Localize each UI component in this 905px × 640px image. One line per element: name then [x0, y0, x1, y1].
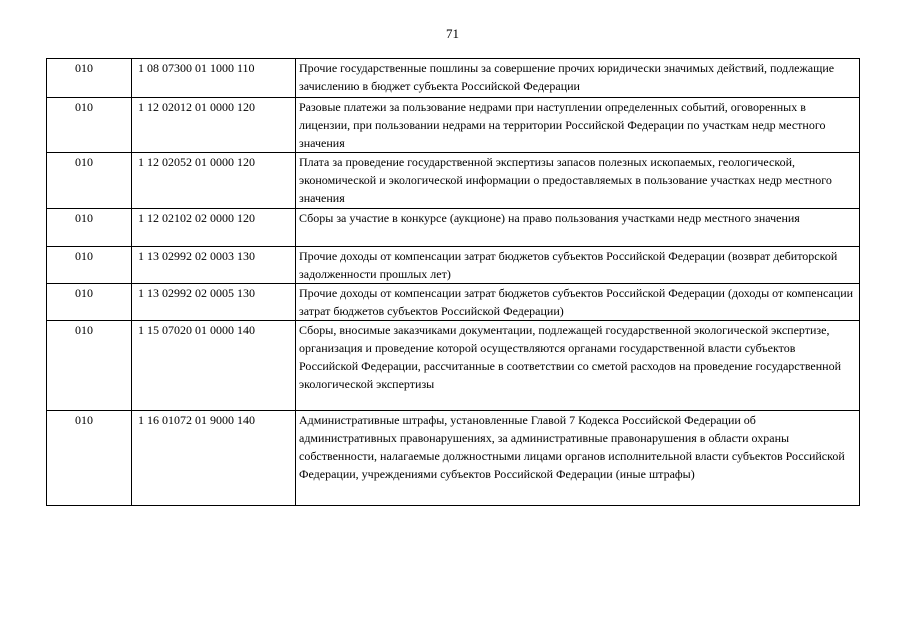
- description-cell: Прочие государственные пошлины за совершение прочих юридически значимых действий, подлежащие зачислению в бюджет субъекта Российской Федерации: [296, 59, 860, 98]
- income-code-cell: 1 08 07300 01 1000 110: [132, 59, 296, 98]
- table-row: [47, 321, 860, 411]
- page-number: 71: [446, 26, 459, 41]
- income-code-cell: 1 13 02992 02 0003 130: [132, 247, 296, 284]
- table-row: [47, 411, 860, 506]
- description-cell: Плата за проведение государственной экспертизы запасов полезных ископаемых, геологической, экономической и экологической информации о предоставляемых в пользование участках недр местного значения: [296, 153, 860, 209]
- admin-code-cell: 010: [47, 209, 132, 247]
- table-row: [47, 247, 860, 284]
- budget-income-codes-table: [46, 58, 860, 506]
- table-row: [47, 284, 860, 321]
- admin-code-cell: 010: [47, 411, 132, 506]
- income-code-cell: 1 12 02052 01 0000 120: [132, 153, 296, 209]
- admin-code-cell: 010: [47, 247, 132, 284]
- table-row: [47, 59, 860, 98]
- income-code-cell: 1 13 02992 02 0005 130: [132, 284, 296, 321]
- admin-code-cell: 010: [47, 98, 132, 153]
- description-cell: Разовые платежи за пользование недрами при наступлении определенных событий, оговоренных в лицензии, при пользовании недрами на территории Российской Федерации по участкам недр местного значения: [296, 98, 860, 153]
- income-code-cell: 1 16 01072 01 9000 140: [132, 411, 296, 506]
- income-code-cell: 1 12 02102 02 0000 120: [132, 209, 296, 247]
- income-code-cell: 1 12 02012 01 0000 120: [132, 98, 296, 153]
- table-row: [47, 153, 860, 209]
- table-row: [47, 209, 860, 247]
- admin-code-cell: 010: [47, 59, 132, 98]
- description-cell: Прочие доходы от компенсации затрат бюджетов субъектов Российской Федерации (доходы от компенсации затрат бюджетов субъектов Российской Федерации): [296, 284, 860, 321]
- table-row: [47, 98, 860, 153]
- description-cell: Прочие доходы от компенсации затрат бюджетов субъектов Российской Федерации (возврат дебиторской задолженности прошлых лет): [296, 247, 860, 284]
- admin-code-cell: 010: [47, 153, 132, 209]
- admin-code-cell: 010: [47, 284, 132, 321]
- description-cell: Сборы за участие в конкурсе (аукционе) на право пользования участками недр местного значения: [296, 209, 860, 247]
- description-cell: Административные штрафы, установленные Главой 7 Кодекса Российской Федерации об административных правонарушениях, за административные правонарушения в области охраны собственности, налагаемые должностными лицами органов исполнительной власти субъектов Российской Федерации, учреждениями субъектов Российской Федерации (иные штрафы): [296, 411, 860, 506]
- description-cell: Сборы, вносимые заказчиками документации, подлежащей государственной экологической экспертизе, организация и проведение которой осуществляются органами государственной власти субъектов Российской Федерации, рассчитанные в соответствии со сметой расходов на проведение государственной экологической экспертизы: [296, 321, 860, 411]
- admin-code-cell: 010: [47, 321, 132, 411]
- income-code-cell: 1 15 07020 01 0000 140: [132, 321, 296, 411]
